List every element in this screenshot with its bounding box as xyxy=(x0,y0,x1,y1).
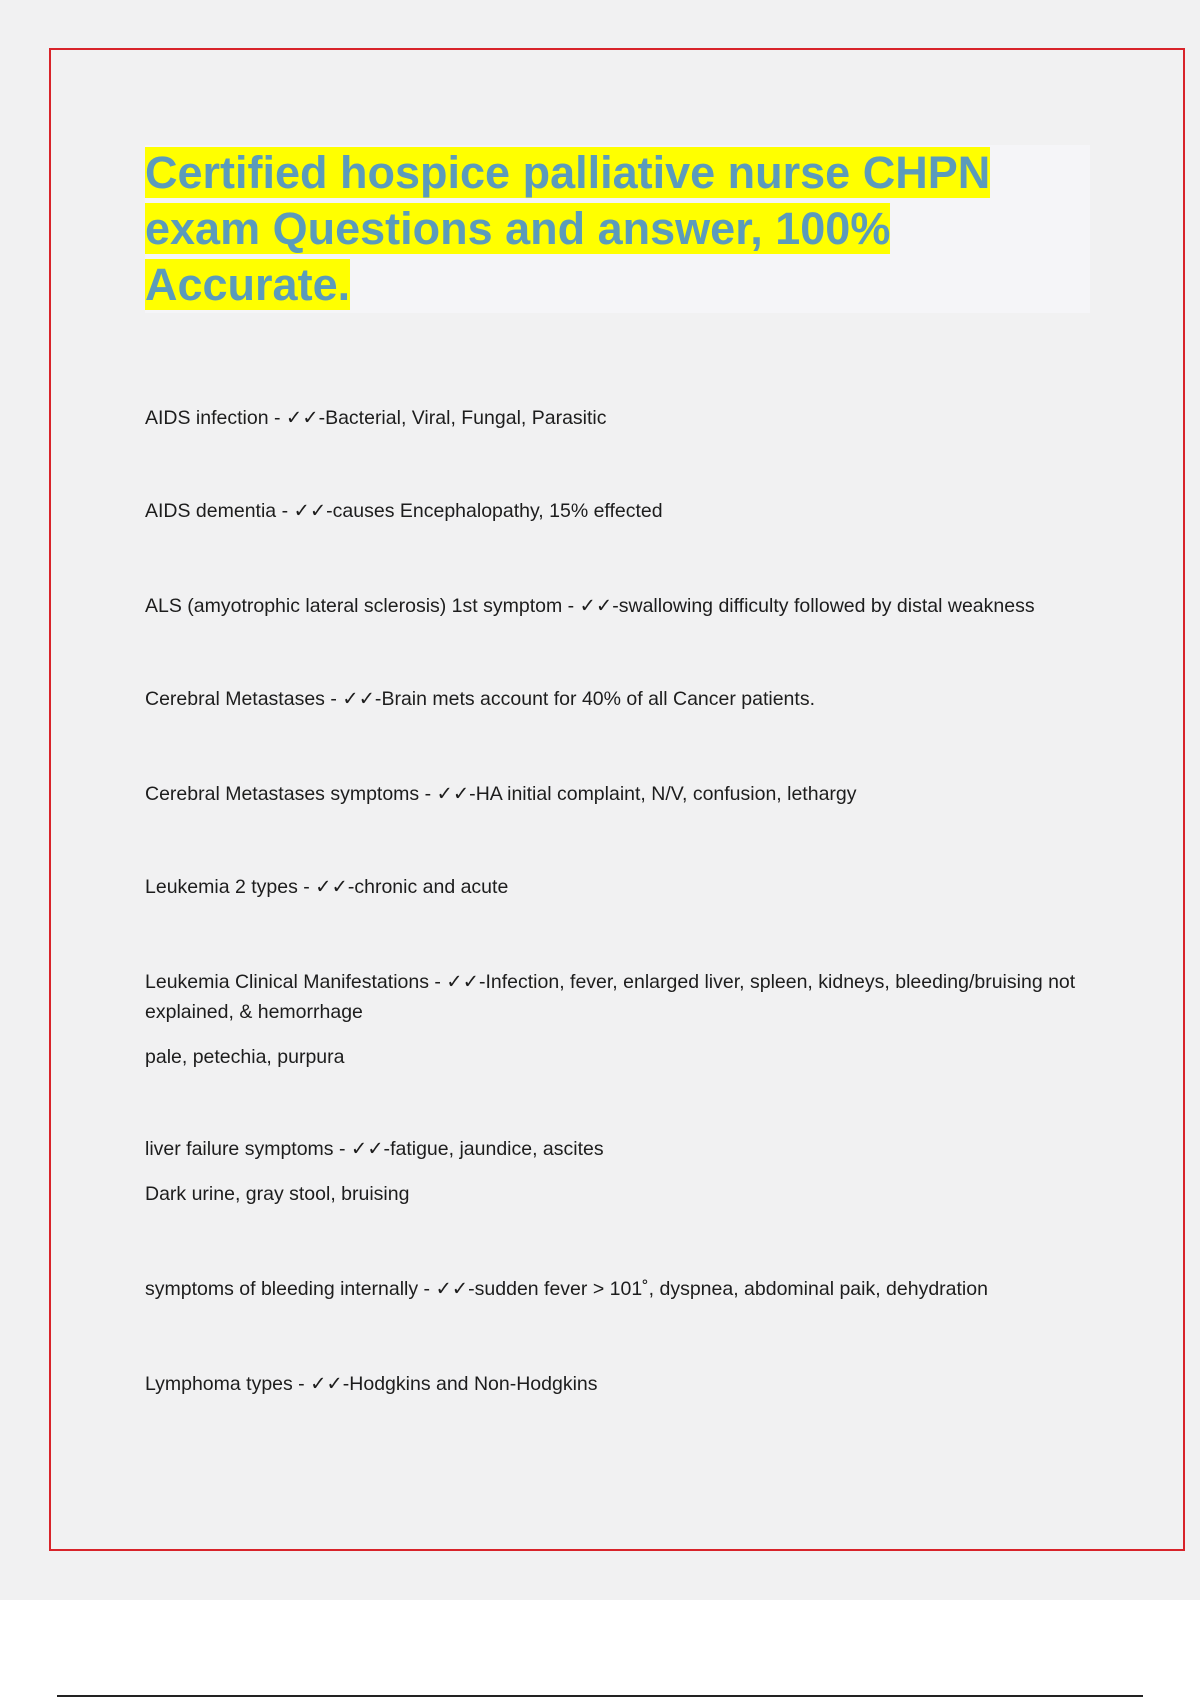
qa-term: Leukemia Clinical Manifestations xyxy=(145,971,429,993)
qa-line xyxy=(145,1274,1095,1304)
title-line: Accurate. xyxy=(145,259,351,310)
qa-entry xyxy=(145,1274,1095,1304)
title-line: Certified hospice palliative nurse CHPN xyxy=(145,147,991,198)
qa-term: Lymphoma types xyxy=(145,1373,293,1395)
check-separator: - ✓✓- xyxy=(428,971,486,993)
qa-entry xyxy=(145,591,1095,621)
qa-line xyxy=(145,1369,1095,1399)
qa-answer: Bacterial, Viral, Fungal, Parasitic xyxy=(325,407,607,429)
qa-line xyxy=(145,591,1095,621)
qa-extra-line: Dark urine, gray stool, bruising xyxy=(145,1183,410,1205)
qa-term: AIDS infection xyxy=(145,407,269,429)
qa-answer: sudden fever > 101˚, dyspnea, abdominal paik, dehydration xyxy=(474,1278,988,1300)
check-separator: - ✓✓- xyxy=(268,407,326,429)
footer-rule xyxy=(57,1695,1143,1697)
qa-term: Cerebral Metastases symptoms xyxy=(145,783,420,805)
title-line: exam Questions and answer, 100% xyxy=(145,203,891,254)
qa-entry xyxy=(145,496,1095,526)
qa-entry xyxy=(145,403,1095,433)
qa-line xyxy=(145,403,1095,433)
document-title xyxy=(145,145,1090,313)
qa-line xyxy=(145,1134,1095,1164)
qa-term: AIDS dementia xyxy=(145,500,277,522)
qa-line xyxy=(145,496,1095,526)
check-separator: - ✓✓- xyxy=(324,688,382,710)
qa-entry xyxy=(145,1134,1095,1209)
qa-term: ALS (amyotrophic lateral sclerosis) 1st symptom xyxy=(145,595,563,617)
check-separator: - ✓✓- xyxy=(419,783,476,805)
qa-line xyxy=(145,967,1095,1027)
check-separator: - ✓✓- xyxy=(292,1373,350,1395)
qa-entry xyxy=(145,779,1095,809)
qa-answer: chronic and acute xyxy=(354,876,509,898)
qa-entry xyxy=(145,872,1095,902)
qa-line xyxy=(145,684,1095,714)
qa-line xyxy=(145,872,1095,902)
qa-answer: Infection, fever, enlarged liver, spleen, kidneys, bleeding/bruising not explained, & hemorrhage xyxy=(145,971,1076,1023)
qa-answer: causes Encephalopathy, 15% effected xyxy=(332,500,663,522)
qa-answer: swallowing difficulty followed by distal weakness xyxy=(618,595,1035,617)
qa-answer: Brain mets account for 40% of all Cancer patients. xyxy=(381,688,815,710)
qa-answer: Hodgkins and Non-Hodgkins xyxy=(349,1373,598,1395)
qa-answer: fatigue, jaundice, ascites xyxy=(390,1138,604,1160)
qa-entry xyxy=(145,967,1095,1072)
check-separator: - ✓✓- xyxy=(562,595,619,617)
qa-entry xyxy=(145,1369,1095,1399)
check-separator: - ✓✓- xyxy=(333,1138,391,1160)
qa-term: symptoms of bleeding internally xyxy=(145,1278,419,1300)
qa-term: Cerebral Metastases xyxy=(145,688,325,710)
check-separator: - ✓✓- xyxy=(297,876,355,898)
qa-term: liver failure symptoms xyxy=(145,1138,334,1160)
qa-term: Leukemia 2 types xyxy=(145,876,298,898)
qa-answer: HA initial complaint, N/V, confusion, lethargy xyxy=(475,783,857,805)
qa-entry xyxy=(145,684,1095,714)
check-separator: - ✓✓- xyxy=(276,500,333,522)
qa-line xyxy=(145,779,1095,809)
qa-extra-line: pale, petechia, purpura xyxy=(145,1046,345,1068)
check-separator: - ✓✓- xyxy=(418,1278,475,1300)
